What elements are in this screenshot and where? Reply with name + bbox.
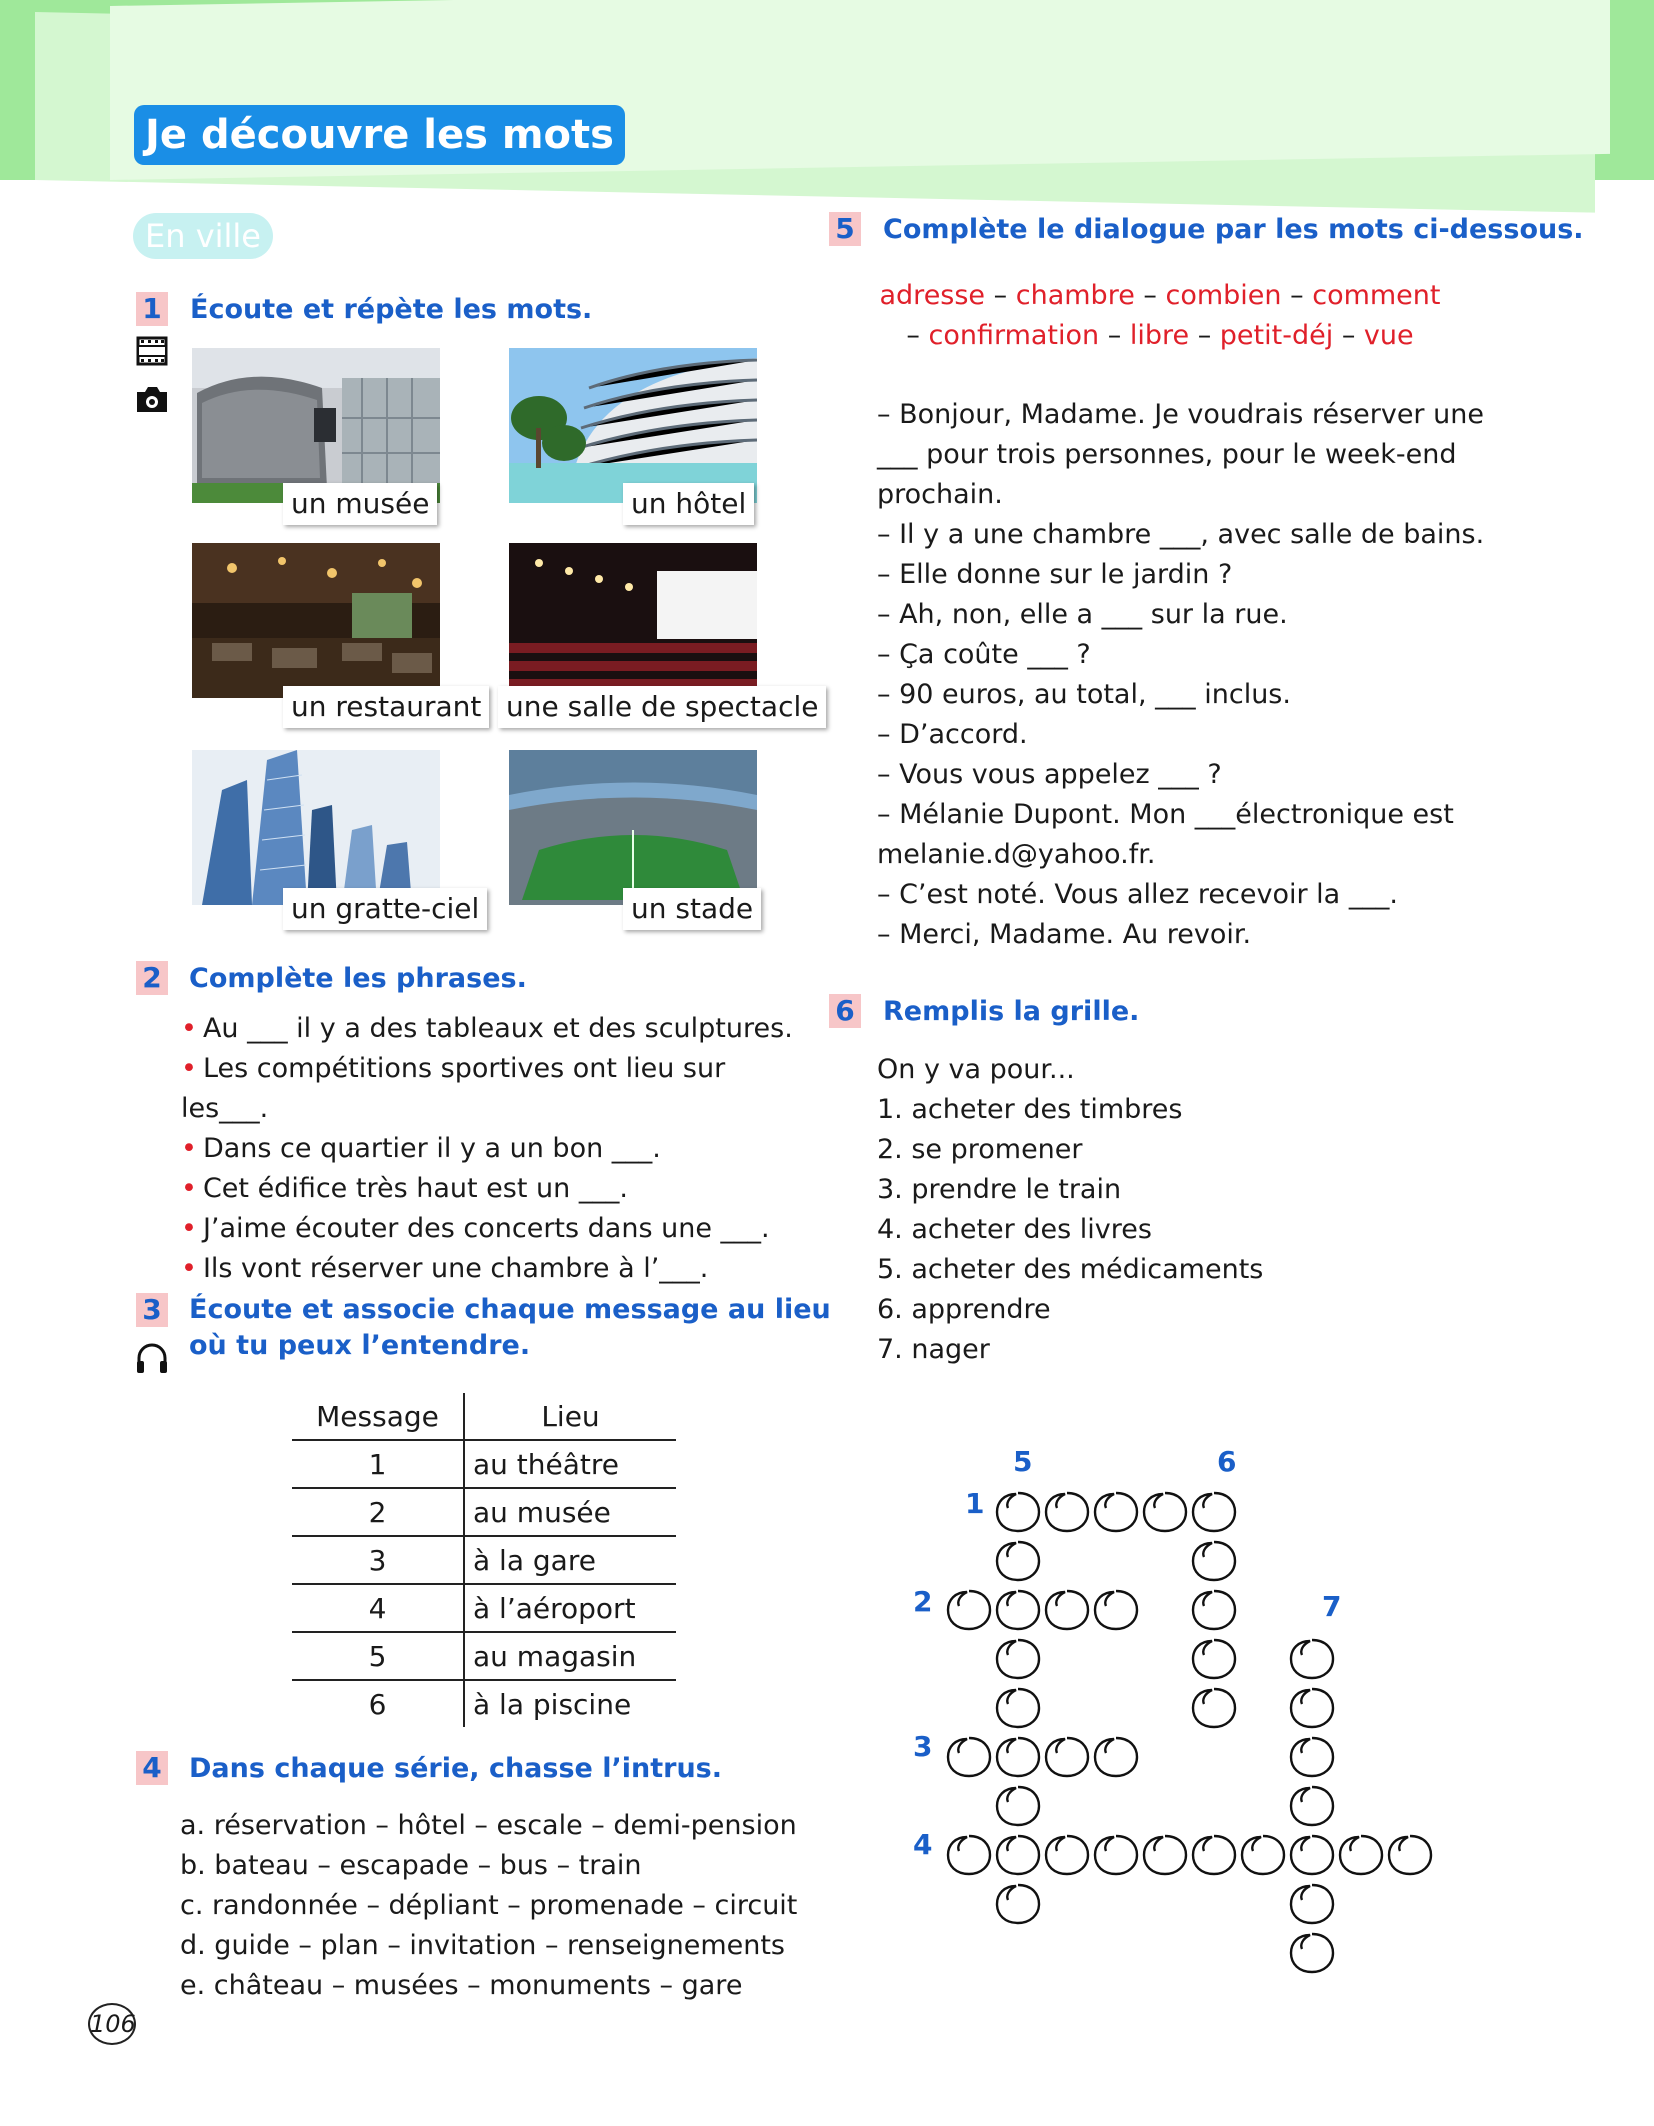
list-item: • Les compétitions sportives ont lieu sur les___. bbox=[181, 1053, 726, 1124]
list-item: 7. nager bbox=[877, 1334, 990, 1365]
crossword-cell[interactable] bbox=[994, 1637, 1038, 1681]
table-cell: 3 bbox=[292, 1536, 464, 1584]
dialogue-line: – Bonjour, Madame. Je voudrais réserver une bbox=[877, 399, 1484, 430]
grid-number: 6 bbox=[1217, 1445, 1237, 1478]
crossword-cell[interactable] bbox=[1288, 1784, 1332, 1828]
table-cell: à la gare bbox=[464, 1536, 676, 1584]
museum-photo bbox=[192, 348, 440, 503]
list-item: 2. se promener bbox=[877, 1134, 1083, 1165]
table-row bbox=[292, 1632, 676, 1680]
crossword-cell[interactable] bbox=[994, 1490, 1038, 1534]
list-item: • J’aime écouter des concerts dans une ___. bbox=[181, 1213, 770, 1244]
crossword-cell[interactable] bbox=[994, 1784, 1038, 1828]
grid-number: 3 bbox=[913, 1730, 933, 1763]
dialogue-line: – Ça coûte ___ ? bbox=[877, 639, 1091, 670]
list-item: b. bateau – escapade – bus – train bbox=[180, 1850, 642, 1881]
list-item: e. château – musées – monuments – gare bbox=[180, 1970, 743, 2001]
crossword-cell[interactable] bbox=[1141, 1490, 1185, 1534]
photo-label: un hôtel bbox=[623, 483, 754, 525]
crossword-cell[interactable] bbox=[994, 1588, 1038, 1632]
dialogue-line: ___ pour trois personnes, pour le week-end bbox=[877, 439, 1457, 470]
table-cell: 6 bbox=[292, 1680, 464, 1727]
list-item: c. randonnée – dépliant – promenade – circuit bbox=[180, 1890, 798, 1921]
table-cell: au musée bbox=[464, 1488, 676, 1536]
list-item: 1. acheter des timbres bbox=[877, 1094, 1183, 1125]
list-item: a. réservation – hôtel – escale – demi-pension bbox=[180, 1810, 797, 1841]
crossword-cell[interactable] bbox=[994, 1686, 1038, 1730]
crossword-cell[interactable] bbox=[1043, 1490, 1087, 1534]
list-item: 6. apprendre bbox=[877, 1294, 1051, 1325]
list-item: 4. acheter des livres bbox=[877, 1214, 1152, 1245]
word-bank-line: adresse – chambre – combien – comment bbox=[879, 280, 1441, 311]
crossword-cell[interactable] bbox=[1190, 1686, 1234, 1730]
clue-intro: On y va pour... bbox=[877, 1054, 1075, 1085]
skyscraper-photo bbox=[192, 750, 440, 905]
dialogue-line: – Mélanie Dupont. Mon ___électronique est bbox=[877, 799, 1454, 830]
word-bank-line: – confirmation – libre – petit-déj – vue bbox=[906, 320, 1414, 351]
exercise-title: Complète les phrases. bbox=[189, 963, 527, 994]
table-cell: au théâtre bbox=[464, 1440, 676, 1488]
clue-list bbox=[877, 1050, 1477, 1370]
table-cell: 2 bbox=[292, 1488, 464, 1536]
crossword-cell[interactable] bbox=[1190, 1490, 1234, 1534]
exercise-number: 6 bbox=[829, 994, 861, 1028]
dialogue-line: – Il y a une chambre ___, avec salle de bains. bbox=[877, 519, 1485, 550]
crossword-cell[interactable] bbox=[945, 1588, 989, 1632]
crossword-cell[interactable] bbox=[1288, 1882, 1332, 1926]
table-cell: 5 bbox=[292, 1632, 464, 1680]
headphones-icon[interactable] bbox=[134, 1340, 170, 1376]
exercise-title: Remplis la grille. bbox=[883, 996, 1140, 1027]
crossword-cell[interactable] bbox=[1288, 1833, 1332, 1877]
crossword-cell[interactable] bbox=[994, 1833, 1038, 1877]
grid-number: 5 bbox=[1013, 1445, 1033, 1478]
crossword-cell[interactable] bbox=[1386, 1833, 1430, 1877]
exercise-number: 3 bbox=[136, 1293, 168, 1327]
table-cell: à la piscine bbox=[464, 1680, 676, 1727]
table-cell: 1 bbox=[292, 1440, 464, 1488]
crossword-cell[interactable] bbox=[1288, 1931, 1332, 1975]
list-item: 5. acheter des médicaments bbox=[877, 1254, 1264, 1285]
page-title: Je découvre les mots bbox=[134, 105, 625, 165]
crossword-cell[interactable] bbox=[1190, 1833, 1234, 1877]
grid-number: 1 bbox=[965, 1487, 985, 1520]
dialogue-line: – Vous vous appelez ___ ? bbox=[877, 759, 1222, 790]
matching-table bbox=[292, 1393, 676, 1727]
exercise-number: 4 bbox=[136, 1751, 168, 1785]
exercise-title: Complète le dialogue par les mots ci-dessous. bbox=[883, 214, 1584, 245]
table-cell: 4 bbox=[292, 1584, 464, 1632]
table-cell: au magasin bbox=[464, 1632, 676, 1680]
list-item: • Ils vont réserver une chambre à l’___. bbox=[181, 1253, 709, 1284]
crossword-cell[interactable] bbox=[1288, 1637, 1332, 1681]
list-item: • Cet édifice très haut est un ___. bbox=[181, 1173, 628, 1204]
crossword-cell[interactable] bbox=[1288, 1686, 1332, 1730]
stadium-photo bbox=[509, 750, 757, 905]
exercise-number: 5 bbox=[829, 212, 861, 246]
exercise-title: Écoute et répète les mots. bbox=[190, 294, 593, 325]
crossword-grid bbox=[900, 1440, 1420, 1980]
photo-label: un restaurant bbox=[283, 686, 489, 728]
crossword-cell[interactable] bbox=[994, 1882, 1038, 1926]
grid-number: 4 bbox=[913, 1828, 933, 1861]
table-header-message: Message bbox=[292, 1393, 464, 1440]
table-row bbox=[292, 1488, 676, 1536]
crossword-cell[interactable] bbox=[1092, 1490, 1136, 1534]
crossword-cell[interactable] bbox=[1190, 1588, 1234, 1632]
exercise-number: 1 bbox=[136, 292, 168, 326]
dialogue-line: – Ah, non, elle a ___ sur la rue. bbox=[877, 599, 1288, 630]
photo-label: un gratte-ciel bbox=[283, 888, 487, 930]
table-cell: à l’aéroport bbox=[464, 1584, 676, 1632]
word-bank bbox=[840, 276, 1480, 356]
list-item: d. guide – plan – invitation – renseignements bbox=[180, 1930, 785, 1961]
list-item: • Au ___ il y a des tableaux et des sculptures. bbox=[181, 1013, 793, 1044]
crossword-cell[interactable] bbox=[1190, 1539, 1234, 1583]
table-header-lieu: Lieu bbox=[541, 1399, 600, 1433]
sentence-list bbox=[181, 1009, 801, 1289]
crossword-cell[interactable] bbox=[994, 1735, 1038, 1779]
photo-label: un stade bbox=[623, 888, 761, 930]
table-row bbox=[292, 1440, 676, 1488]
dialogue-line: – C’est noté. Vous allez recevoir la ___. bbox=[877, 879, 1398, 910]
dialogue-line: – 90 euros, au total, ___ inclus. bbox=[877, 679, 1291, 710]
table-row bbox=[292, 1584, 676, 1632]
list-item: 3. prendre le train bbox=[877, 1174, 1122, 1205]
crossword-cell[interactable] bbox=[1337, 1833, 1381, 1877]
crossword-cell[interactable] bbox=[1288, 1735, 1332, 1779]
film-icon[interactable] bbox=[135, 334, 169, 368]
dialogue bbox=[877, 395, 1497, 955]
crossword-cell[interactable] bbox=[1043, 1735, 1087, 1779]
table-row bbox=[292, 1680, 676, 1727]
exercise-title: Dans chaque série, chasse l’intrus. bbox=[189, 1753, 723, 1784]
camera-icon[interactable] bbox=[133, 384, 171, 416]
crossword-cell[interactable] bbox=[1092, 1588, 1136, 1632]
dialogue-line: – Elle donne sur le jardin ? bbox=[877, 559, 1233, 590]
photo-label: un musée bbox=[283, 483, 437, 525]
page-number: 106 bbox=[88, 2003, 136, 2045]
crossword-cell[interactable] bbox=[1190, 1637, 1234, 1681]
theater-photo bbox=[509, 543, 757, 698]
crossword-cell[interactable] bbox=[1141, 1833, 1185, 1877]
exercise-title: Écoute et associe chaque message au lieu où tu peux l’entendre. bbox=[189, 1294, 831, 1361]
exercise-number: 2 bbox=[136, 961, 168, 995]
crossword-cell[interactable] bbox=[1092, 1735, 1136, 1779]
crossword-cell[interactable] bbox=[1043, 1588, 1087, 1632]
dialogue-line: melanie.d@yahoo.fr. bbox=[877, 839, 1156, 870]
table-row bbox=[292, 1536, 676, 1584]
restaurant-photo bbox=[192, 543, 440, 698]
grid-number: 2 bbox=[913, 1585, 933, 1618]
crossword-cell[interactable] bbox=[1092, 1833, 1136, 1877]
crossword-cell[interactable] bbox=[945, 1735, 989, 1779]
section-label: En ville bbox=[133, 213, 273, 259]
grid-number: 7 bbox=[1322, 1590, 1342, 1623]
crossword-cell[interactable] bbox=[1239, 1833, 1283, 1877]
hotel-photo bbox=[509, 348, 757, 503]
dialogue-line: prochain. bbox=[877, 479, 1003, 510]
photo-label: une salle de spectacle bbox=[498, 686, 826, 728]
dialogue-line: – D’accord. bbox=[877, 719, 1028, 750]
dialogue-line: – Merci, Madame. Au revoir. bbox=[877, 919, 1252, 950]
crossword-cell[interactable] bbox=[994, 1539, 1038, 1583]
crossword-cell[interactable] bbox=[945, 1833, 989, 1877]
list-item: • Dans ce quartier il y a un bon ___. bbox=[181, 1133, 661, 1164]
series-list bbox=[180, 1806, 800, 2006]
crossword-cell[interactable] bbox=[1043, 1833, 1087, 1877]
